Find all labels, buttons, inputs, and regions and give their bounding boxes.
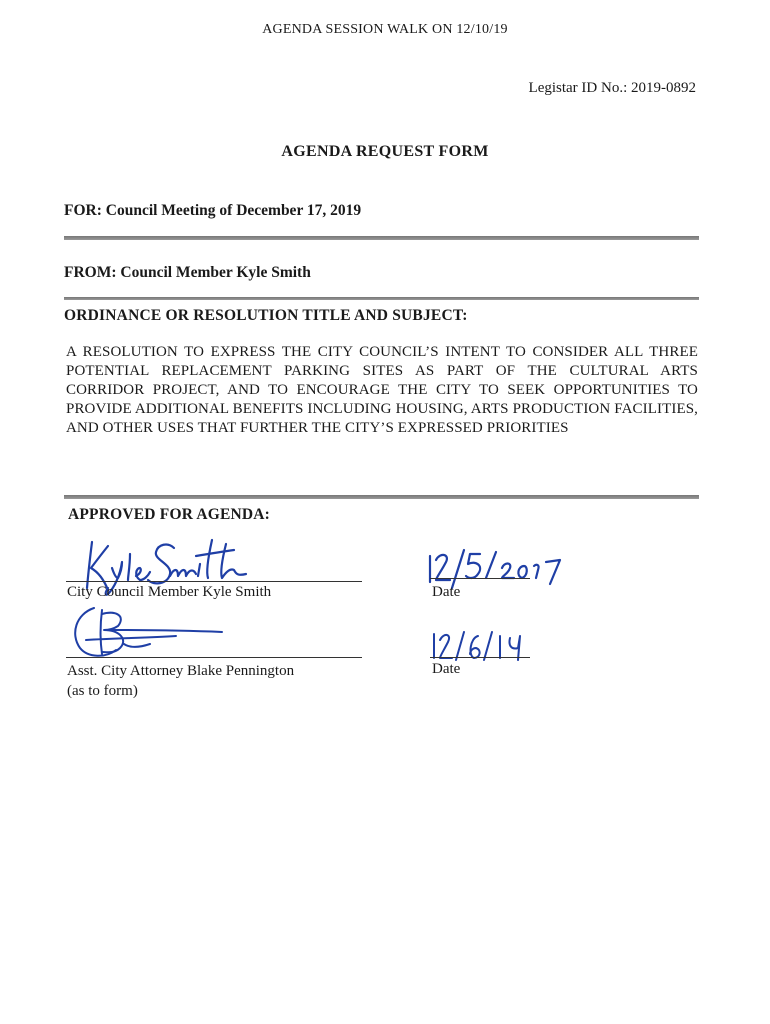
date-line xyxy=(430,657,530,658)
divider xyxy=(64,236,699,240)
signature-blake-pennington xyxy=(66,600,236,670)
divider xyxy=(64,297,699,300)
divider xyxy=(64,495,699,499)
handwritten-date-1 xyxy=(426,548,566,588)
from-line: FROM: Council Member Kyle Smith xyxy=(64,264,311,281)
header-note: AGENDA SESSION WALK ON 12/10/19 xyxy=(262,22,508,37)
resolution-text: A RESOLUTION TO EXPRESS THE CITY COUNCIL’S INTENT TO CONSIDER ALL THREE POTENTIAL REPLACEMENT PARKING SITES AS PART OF THE CULTURAL ARTS CORRIDOR PROJECT, AND TO ENCOURAGE THE CITY TO SEEK OPPORTUNITIES TO PROVIDE ADDITIONAL BENEFITS INCLUDING HOUSING, ARTS PRODUCTION FACILITIES, AND OTHER USES THAT FURTHER THE CITY’S EXPRESSED PRIORITIES xyxy=(66,344,698,436)
date-line xyxy=(430,578,530,579)
signature-line xyxy=(66,657,362,658)
signer-name: Asst. City Attorney Blake Pennington xyxy=(67,663,295,679)
signature-line xyxy=(66,581,362,582)
signer-note: (as to form) xyxy=(67,683,138,699)
legistar-id: Legistar ID No.: 2019-0892 xyxy=(528,80,696,96)
form-title: AGENDA REQUEST FORM xyxy=(281,143,489,160)
approved-heading: APPROVED FOR AGENDA: xyxy=(68,506,271,523)
signer-label-kyle-smith: City Council Member Kyle Smith xyxy=(67,584,272,600)
section-heading: ORDINANCE OR RESOLUTION TITLE AND SUBJECT: xyxy=(64,307,468,324)
date-label: Date xyxy=(432,584,461,600)
signer-label-blake-pennington xyxy=(67,661,294,701)
date-label: Date xyxy=(432,661,461,677)
for-line: FOR: Council Meeting of December 17, 2019 xyxy=(64,202,362,219)
